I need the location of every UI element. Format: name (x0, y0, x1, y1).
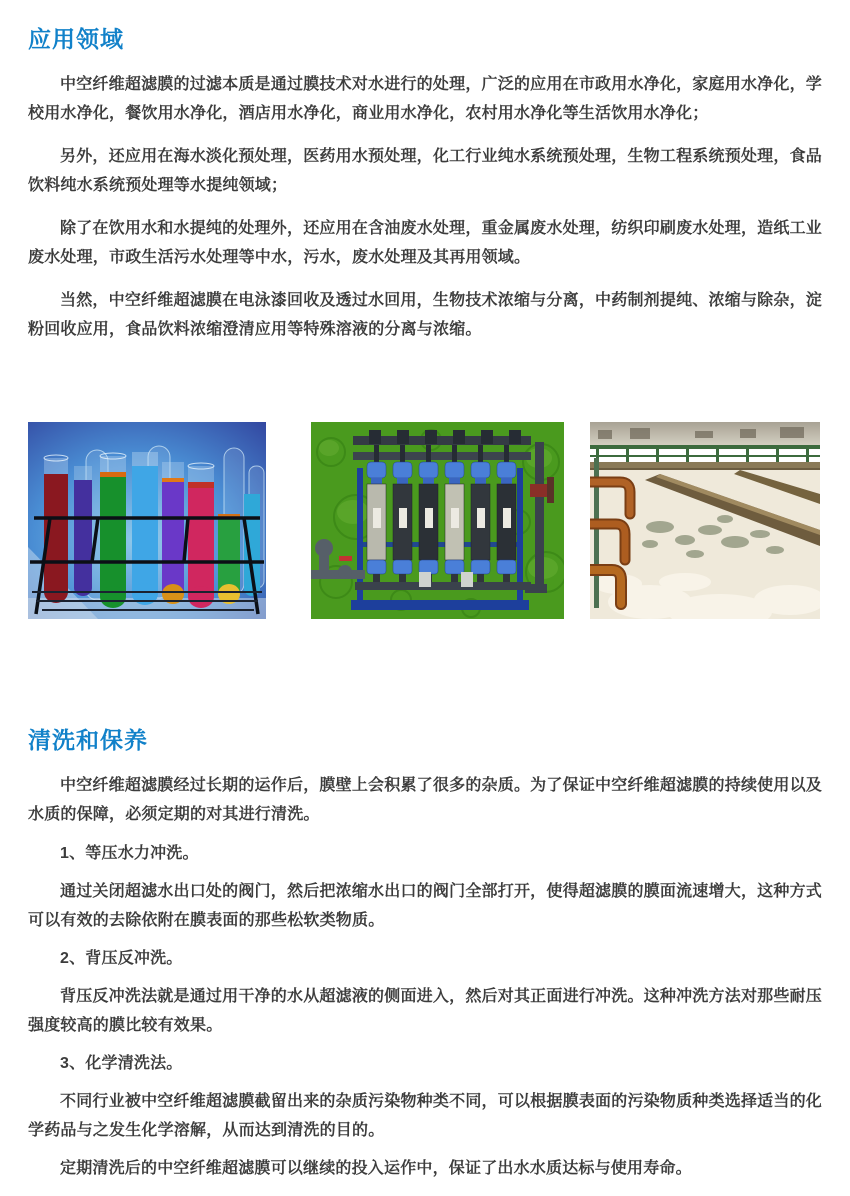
paragraph: 定期清洗后的中空纤维超滤膜可以继续的投入运作中，保证了出水水质达标与使用寿命。 (60, 1160, 692, 1177)
paragraph: 当然，中空纤维超滤膜在电泳漆回收及透过水回用，生物技术浓缩与分离，中药制剂提纯、浓缩与除杂，淀粉回收应用，食品饮料浓缩澄清应用等特殊溶液的分离与浓缩。 (28, 292, 822, 338)
photo-test-tubes (28, 422, 266, 619)
section-applications (28, 24, 822, 619)
paragraph: 中空纤维超滤膜的过滤本质是通过膜技术对水进行的处理，广泛的应用在市政用水净化，家庭用水净化，学校用水净化，餐饮用水净化，酒店用水净化，商业用水净化，农村用水净化等生活饮用水净化； (28, 76, 822, 122)
section-cleaning-maintenance (28, 725, 822, 1183)
paragraph: 通过关闭超滤水出口处的阀门，然后把浓缩水出口的阀门全部打开，使得超滤膜的膜面流速增大，这种方式可以有效的去除依附在膜表面的那些松软类物质。 (28, 883, 822, 929)
paragraph: 不同行业被中空纤维超滤膜截留出来的杂质污染物种类不同，可以根据膜表面的污染物质种类选择适当的化学药品与之发生化学溶解，从而达到清洗的目的。 (28, 1093, 822, 1139)
paragraph: 中空纤维超滤膜经过长期的运作后，膜壁上会积累了很多的杂质。为了保证中空纤维超滤膜的持续使用以及水质的保障，必须定期的对其进行清洗。 (28, 777, 822, 823)
paragraph: 另外，还应用在海水淡化预处理，医药用水预处理，化工行业纯水系统预处理，生物工程系统预处理，食品饮料纯水系统预处理等水提纯领域； (28, 148, 822, 194)
membrane-skid-illustration (311, 422, 564, 619)
photo-uf-membrane-skid (311, 422, 564, 619)
section-title-cleaning: 清洗和保养 (28, 727, 148, 753)
test-tubes-illustration (28, 422, 266, 619)
section-title-applications: 应用领域 (28, 26, 124, 52)
list-item-2: 2、背压反冲洗。 (60, 950, 183, 967)
paragraph: 背压反冲洗法就是通过用干净的水从超滤液的侧面进入，然后对其正面进行冲洗。这种冲洗方法对那些耐压强度较高的膜比较有效果。 (28, 988, 822, 1034)
railing (590, 445, 820, 464)
photo-aeration-tank (590, 422, 820, 619)
list-item-3: 3、化学清洗法。 (60, 1055, 183, 1072)
list-item-1: 1、等压水力冲洗。 (60, 845, 199, 862)
aeration-tank-illustration (590, 422, 820, 619)
paragraph: 除了在饮用水和水提纯的处理外，还应用在含油废水处理，重金属废水处理，纺织印刷废水处理，造纸工业废水处理，市政生活污水处理等中水，污水，废水处理及其再用领域。 (28, 220, 822, 266)
figure-row (28, 422, 822, 619)
